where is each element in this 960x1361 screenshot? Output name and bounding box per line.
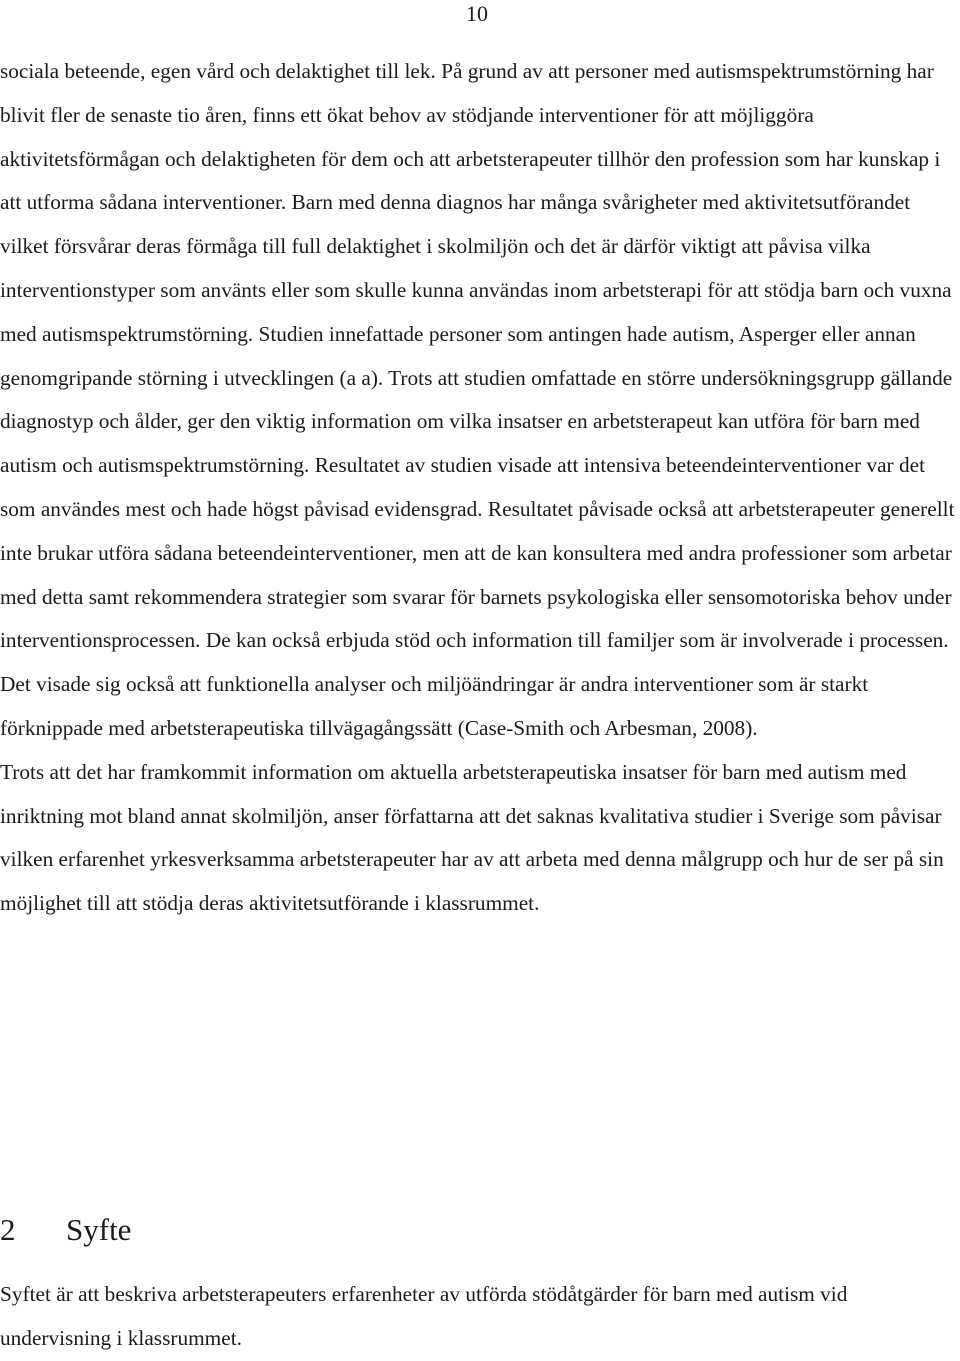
section-number: 2 bbox=[0, 1212, 16, 1247]
section-title: Syfte bbox=[66, 1212, 132, 1247]
page-number: 10 bbox=[466, 1, 488, 26]
paragraph-2: Trots att det har framkommit information om aktuella arbetsterapeutiska insatser för barn med autism med inriktning mot bland annat skolmiljön, anser författarna att det saknas kvalitativa studier i Sverige som påvisar vilken erfarenhet yrkesverksamma arbetsterapeuter har av att arbeta med denna målgrupp och hur de ser på sin möjlighet till att stödja deras aktivitetsutförande i klassrummet. bbox=[0, 759, 944, 916]
section-heading bbox=[0, 1208, 131, 1252]
section-text: Syftet är att beskriva arbetsterapeuters erfarenheter av utförda stödåtgärder för barn med autism vid undervisning i klassrummet. bbox=[0, 1282, 848, 1350]
paragraph-1: sociala beteende, egen vård och delaktighet till lek. På grund av att personer med autismspektrumstörning har blivit fler de senaste tio åren, finns ett ökat behov av stödjande interventioner för att möjliggöra aktivitetsförmågan och delaktigheten för dem och att arbetsterapeuter tillhör den profession som har kunskap i att utforma sådana interventioner. Barn med denna diagnos har många svårigheter med aktivitetsutförandet vilket försvårar deras förmåga till full delaktighet i skolmiljön och det är därför viktigt att påvisa vilka interventionstyper som använts eller som skulle kunna användas inom arbetsterapi för att stödja barn och vuxna med autismspektrumstörning. Studien innefattade personer som antingen hade autism, Asperger eller annan genomgripande störning i utvecklingen (a a). Trots att studien omfattade en större undersökningsgrupp gällande diagnostyp och ålder, ger den viktig information om vilka insatser en arbetsterapeut kan utföra för barn med autism och autismspektrumstörning. Resultatet av studien visade att intensiva beteendeinterventioner var det som användes mest och hade högst påvisad evidensgrad. Resultatet påvisade också att arbetsterapeuter generellt inte brukar utföra sådana beteendeinterventioner, men att de kan konsultera med andra professioner som arbetar med detta samt rekommendera strategier som svarar för barnets psykologiska eller sensomotoriska behov under interventionsprocessen. De kan också erbjuda stöd och information till familjer som är involverade i processen. Det visade sig också att funktionella analyser och miljöändringar är andra interventioner som är starkt förknippade med arbetsterapeutiska tillvägagångssätt (Case-Smith och Arbesman, 2008). bbox=[0, 59, 955, 740]
body-text bbox=[0, 50, 960, 926]
